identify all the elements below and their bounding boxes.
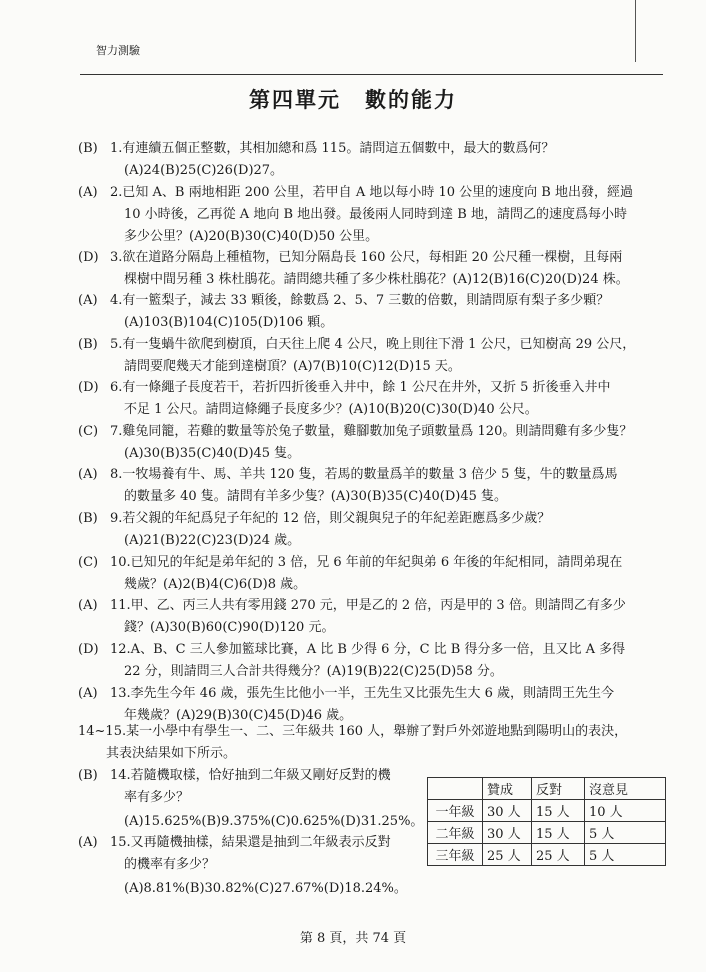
question-line: 1.有連續五個正整數，其相加總和爲 115。請問這五個數中，最大的數爲何？ — [110, 141, 555, 156]
intro-line: 其表決結果如下所示。 — [106, 746, 237, 761]
header-rule — [80, 74, 663, 75]
question-text — [110, 464, 675, 508]
vote-table — [427, 777, 666, 866]
question-line: (A)24(B)25(C)26(D)27。 — [124, 163, 284, 178]
table-row — [428, 800, 666, 822]
question-line: 5.有一隻蝸牛欲爬到樹頂，白天往上爬 4 公尺，晚上則往下滑 1 公尺，已知樹高 29 公尺， — [110, 337, 636, 352]
question-line: 多少公里？(A)20(B)30(C)40(D)50 公里。 — [124, 229, 379, 244]
answer-key: (B) — [78, 337, 98, 352]
table-cell: 15 人 — [532, 822, 585, 844]
question-line: 棵樹中間另種 3 株杜鵑花。請問總共種了多少株杜鵑花？(A)12(B)16(C)20(D)24 株。 — [124, 272, 629, 287]
answer-key: (B) — [78, 511, 98, 526]
group-intro — [78, 721, 678, 765]
question-line: 幾歲？(A)2(B)4(C)6(D)8 歲。 — [124, 577, 307, 592]
question-line: 22 分，則請問三人合計共得幾分？(A)19(B)22(C)25(D)58 分。 — [124, 664, 503, 679]
question-line: 錢？(A)30(B)60(C)90(D)120 元。 — [124, 620, 335, 635]
answer-key: (A) — [78, 598, 98, 613]
answer-key: (D) — [78, 380, 99, 395]
intro-line: 14~15.某一小學中有學生一、二、三年級共 160 人，舉辦了對戶外郊遊地點到陽明山的表決， — [78, 724, 628, 739]
table-corner — [428, 778, 483, 800]
question-text — [110, 290, 675, 334]
answer-key: (A) — [78, 835, 98, 850]
table-header-row — [428, 778, 666, 800]
answer-key: (B) — [78, 768, 98, 783]
question-text — [110, 247, 675, 291]
question-line: 4.有一籃梨子，減去 33 顆後，餘數爲 2、5、7 三數的倍數，則請問原有梨子多少顆？ — [110, 293, 610, 308]
question-text — [110, 595, 675, 639]
question-line: (A)21(B)22(C)23(D)24 歲。 — [124, 533, 301, 548]
answer-key: (C) — [78, 555, 99, 570]
table-cell: 5 人 — [585, 844, 666, 866]
table-row — [428, 822, 666, 844]
question-line: 2.已知 A、B 兩地相距 200 公里，若甲自 A 地以每小時 10 公里的速度向 B 地出發，經過 — [110, 185, 633, 200]
question-line: 3.欲在道路分隔島上種植物，已知分隔島長 160 公尺，每相距 20 公尺種一棵樹，且每兩 — [110, 250, 623, 265]
question-line: 率有多少？ — [124, 790, 190, 805]
table-cell: 30 人 — [483, 822, 532, 844]
answer-key: (A) — [78, 185, 98, 200]
table-cell: 25 人 — [483, 844, 532, 866]
answer-key: (B) — [78, 141, 98, 156]
table-cell: 10 人 — [585, 800, 666, 822]
table-cell: 三年級 — [428, 844, 483, 866]
unit-label: 第四單元 — [249, 87, 341, 112]
question-text — [110, 832, 430, 900]
table-header: 反對 — [532, 778, 585, 800]
table-header: 贊成 — [483, 778, 532, 800]
question-line: 9.若父親的年紀爲兒子年紀的 12 倍，則父親與兒子的年紀差距應爲多少歲？ — [110, 511, 551, 526]
question-line: 不足 1 公尺。請問這條繩子長度多少？(A)10(B)20(C)30(D)40 公尺。 — [124, 402, 538, 417]
question-text — [110, 552, 675, 596]
table-cell: 二年級 — [428, 822, 483, 844]
question-text — [110, 765, 430, 833]
table-header: 沒意見 — [585, 778, 666, 800]
question-text — [110, 182, 675, 248]
answer-key: (A) — [78, 686, 98, 701]
answer-key: (D) — [78, 642, 99, 657]
question-line: 請問要爬幾天才能到達樹頂？(A)7(B)10(C)12(D)15 天。 — [124, 359, 461, 374]
table-cell: 5 人 — [585, 822, 666, 844]
question-text — [110, 508, 675, 552]
question-line: (A)30(B)35(C)40(D)45 隻。 — [124, 446, 301, 461]
question-line: 14.若隨機取樣，恰好抽到二年級又剛好反對的機 — [110, 768, 391, 783]
question-line: 的機率有多少？ — [124, 857, 216, 872]
question-line: 10.已知兄的年紀是弟年紀的 3 倍，兄 6 年前的年紀與弟 6 年後的年紀相同，請問弟現在 — [110, 555, 623, 570]
question-text — [110, 421, 675, 465]
question-text — [110, 334, 675, 378]
question-text — [110, 138, 675, 182]
question-line: (A)103(B)104(C)105(D)106 顆。 — [124, 315, 334, 330]
page-title — [0, 84, 706, 114]
question-line: (A)8.81%(B)30.82%(C)27.67%(D)18.24%。 — [124, 881, 407, 896]
question-line: 7.雞兔同籠，若雞的數量等於兔子數量，雞腳數加兔子頭數量爲 120。則請問雞有多少隻？ — [110, 424, 633, 439]
page-footer: 第 8 頁，共 74 頁 — [299, 931, 407, 946]
header-label: 智力測驗 — [96, 44, 140, 57]
table-cell: 25 人 — [532, 844, 585, 866]
question-text — [110, 639, 675, 683]
question-text — [110, 377, 675, 421]
question-line: 6.有一條繩子長度若干，若折四折後垂入井中，餘 1 公尺在井外，又折 5 折後垂入井中 — [110, 380, 611, 395]
question-line: 11.甲、乙、丙三人共有零用錢 270 元，甲是乙的 2 倍，丙是甲的 3 倍。則請問乙有多少 — [110, 598, 626, 613]
question-line: 8.一牧場養有牛、馬、羊共 120 隻，若馬的數量爲羊的數量 3 倍少 5 隻，牛的數量爲馬 — [110, 467, 618, 482]
question-line: 10 小時後，乙再從 A 地向 B 地出發。最後兩人同時到達 B 地，請問乙的速度爲每小時 — [124, 207, 627, 222]
table-row — [428, 844, 666, 866]
answer-key: (D) — [78, 250, 99, 265]
binding-line — [635, 0, 636, 62]
question-line: 13.李先生今年 46 歲，張先生比他小一半，王先生又比張先生大 6 歲，則請問王先生今 — [110, 686, 615, 701]
question-line: 15.又再隨機抽樣，結果還是抽到二年級表示反對 — [110, 835, 391, 850]
table-cell: 一年級 — [428, 800, 483, 822]
table-cell: 15 人 — [532, 800, 585, 822]
question-line: 年幾歲？(A)29(B)30(C)45(D)46 歲。 — [124, 708, 353, 723]
topic-label: 數的能力 — [365, 87, 457, 112]
table-cell: 30 人 — [483, 800, 532, 822]
answer-key: (A) — [78, 293, 98, 308]
question-line: 12.A、B、C 三人參加籃球比賽，A 比 B 少得 6 分，C 比 B 得分多一倍，且又比 A 多得 — [110, 642, 626, 657]
answer-key: (A) — [78, 467, 98, 482]
question-line: 的數量多 40 隻。請問有羊多少隻？(A)30(B)35(C)40(D)45 隻。 — [124, 489, 507, 504]
answer-key: (C) — [78, 424, 99, 439]
question-line: (A)15.625%(B)9.375%(C)0.625%(D)31.25%。 — [124, 814, 424, 829]
